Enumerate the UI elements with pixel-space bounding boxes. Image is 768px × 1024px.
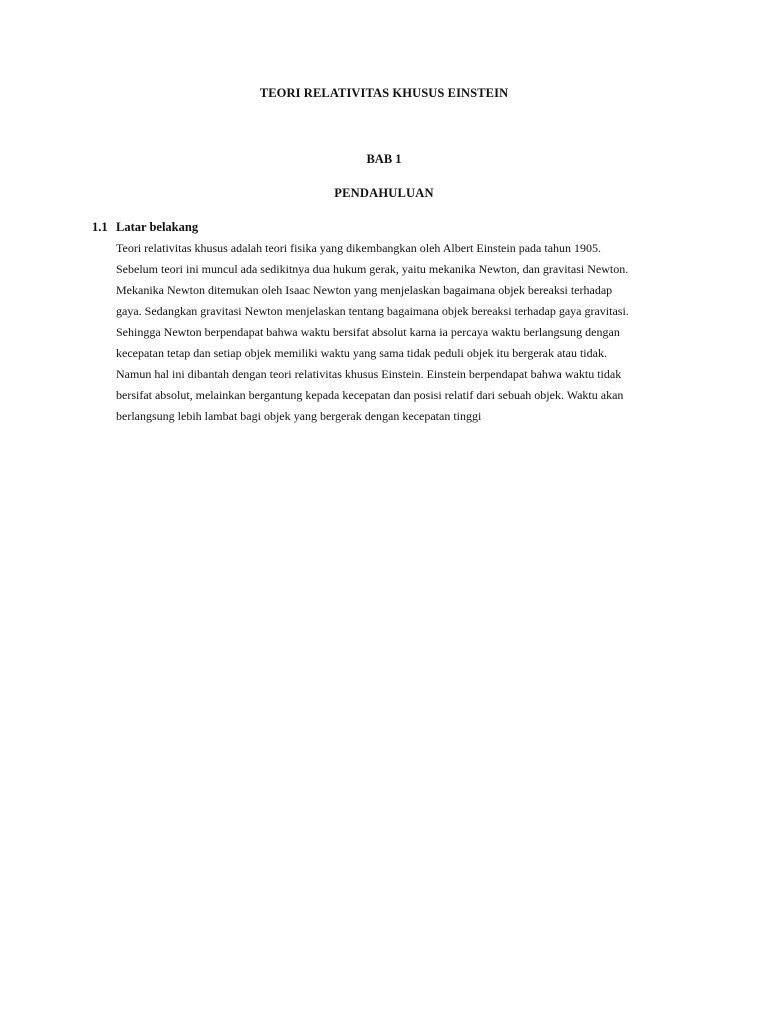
section-number: 1.1 [92,220,108,234]
paragraph-line: berlangsung lebih lambat bagi objek yang bergerak dengan kecepatan tinggi [116,409,482,423]
paragraph-line: Teori relativitas khusus adalah teori fisika yang dikembangkan oleh Albert Einstein pada tahun 1905. [116,241,602,255]
paragraph-line: Mekanika Newton ditemukan oleh Isaac Newton yang menjelaskan bagaimana objek bereaksi terhadap [116,283,613,297]
paragraph-line: Sehingga Newton berpendapat bahwa waktu bersifat absolut karna ia percaya waktu berlangsung dengan [116,325,620,339]
section-heading [92,220,198,235]
paragraph-line: Sebelum teori ini muncul ada sedikitnya dua hukum gerak, yaitu mekanika Newton, dan gravitasi Newton. [116,262,629,276]
document-title: TEORI RELATIVITAS KHUSUS EINSTEIN [259,86,509,100]
chapter-heading: BAB 1 [366,152,402,166]
section-title: Latar belakang [116,220,199,234]
paragraph-line: gaya. Sedangkan gravitasi Newton menjelaskan tentang bagaimana objek bereaksi terhadap gaya gravitasi. [116,304,629,318]
section-body [116,238,676,427]
paragraph-line: Namun hal ini dibantah dengan teori relativitas khusus Einstein. Einstein berpendapat bahwa waktu tidak [116,367,622,381]
paragraph-line: bersifat absolut, melainkan bergantung kepada kecepatan dan posisi relatif dari sebuah objek. Waktu akan [116,388,624,402]
paragraph-line: kecepatan tetap dan setiap objek memiliki waktu yang sama tidak peduli objek itu bergerak atau tidak. [116,346,607,360]
chapter-title: PENDAHULUAN [334,186,434,200]
